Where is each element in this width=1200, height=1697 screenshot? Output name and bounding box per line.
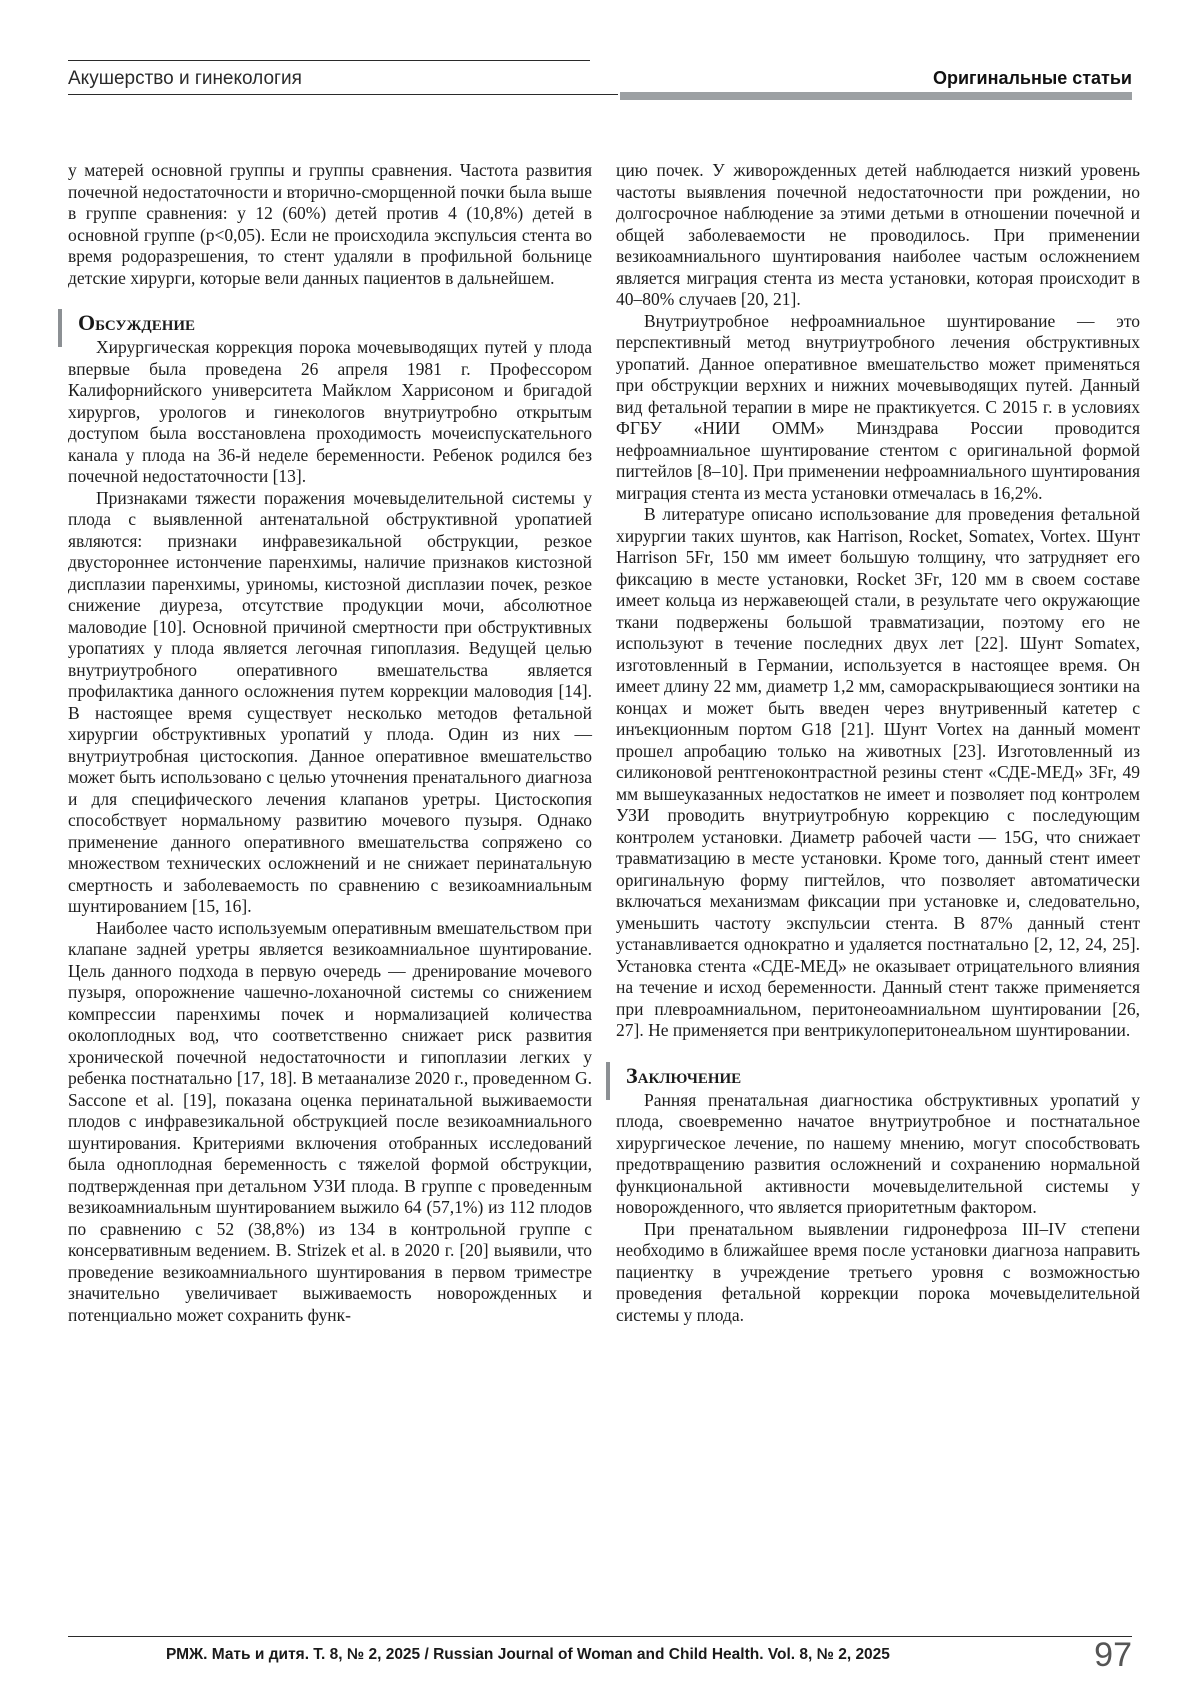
paragraph: При пренатальном выявлении гидронефроза III–IV степени необходимо в ближайшее время после установки диагноза направить пациентку в учреждение третьего уровня с возможностью проведения фетальной коррекции порока мочевыделительной системы у плода.: [616, 1218, 1140, 1325]
paragraph: Наиболее часто используемым оперативным вмешательством при клапане задней уретры является везикоамниальное шунтирование. Цель данного подхода в первую очередь — дренирование мочевого пузыря, опорожнение чашечно-лоханочной системы со снижением компрессии паренхимы почек и нормализацией количества околоплодных вод, что соответственно снижает риск развития хронической почечной недостаточности и гипоплазии легких у ребенка постнатально [17, 18]. В метаанализе 2020 г., проведенном G. Saccone et al. [19], показана оценка перинатальной выживаемости плодов с инфравезикальной обструкцией после везикоамниального шунтирования. Критериями включения отобранных исследований была одноплодная беременность с тяжелой формой обструкции, подтвержденная при детальном УЗИ плода. В группе с проведенным везикоамниальным шунтированием выжило 64 (57,1%) из 112 плодов по сравнению с 52 (38,8%) из 134 в контрольной группе с консервативным ведением. B. Strizek et al. в 2020 г. [20] выявили, что проведение везикоамниального шунтирования в первом триместре значительно увеличивает выживаемость новорожденных и потенциально может сохранить функ-: [68, 917, 592, 1325]
left-column: [68, 160, 592, 1326]
header-rule-bottom: [68, 94, 618, 95]
discussion-heading-text: Обсуждение: [78, 310, 196, 335]
paragraph: Признаками тяжести поражения мочевыделительной системы у плода с выявленной антенатальной обструктивной уропатией являются: признаки инфравезикальной обструкции, резкое двустороннее истончение паренхимы, наличие признаков кистозной дисплазии паренхимы, уриномы, кистозной дисплазии почек, резкое снижение диуреза, отсутствие продукции мочи, абсолютное маловодие [10]. Основной причиной смертности при обструктивных уропатиях у плода является легочная гипоплазия. Ведущей целью внутриутробного оперативного вмешательства является профилактика данного осложнения путем коррекции маловодия [14]. В настоящее время существует несколько методов фетальной хирургии обструктивных уропатий у плода. Один из них — внутриутробная цистоскопия. Данное оперативное вмешательство может быть использовано с целью уточнения пренатального диагноза и для специфического лечения клапанов уретры. Цистоскопия способствует нормальному развитию мочевого пузыря. Однако применение данного оперативного вмешательства сопряжено со множеством технических осложнений и не снижает перинатальную смертность и заболеваемость по сравнению с везикоамниальным шунтированием [15, 16].: [68, 487, 592, 916]
page-number: 97: [1094, 1636, 1132, 1674]
discussion-heading: [68, 311, 592, 335]
heading-accent-bar: [58, 309, 62, 347]
journal-section-title: Акушерство и гинекология: [68, 68, 302, 89]
paragraph: Внутриутробное нефроамниальное шунтирование — это перспективный метод внутриутробного лечения обструктивных уропатий. Данное оперативное вмешательство может применяться при обструкции верхних и нижних мочевыводящих путей. Данный вид фетальной терапии в мире не практикуется. С 2015 г. в условиях ФГБУ «НИИ ОММ» Минздрава России проводится нефроамниальное шунтирование стентом с оригинальной формой пигтейлов [8–10]. При применении нефроамниального шунтирования миграция стента из места установки отмечалась в 16,2%.: [616, 310, 1140, 503]
journal-citation: РМЖ. Мать и дитя. Т. 8, № 2, 2025 / Russian Journal of Woman and Child Health. Vol. 8, № 2, 2025: [166, 1646, 890, 1663]
footer-rule: [68, 1636, 1132, 1637]
paragraph: Ранняя пренатальная диагностика обструктивных уропатий у плода, своевременно начатое внутриутробное и постнатальное хирургическое лечение, по нашему мнению, могут способствовать предотвращению развития осложнений и сохранению нормальной функциональной активности мочевыделительной системы у новорожденного, что является приоритетным фактором.: [616, 1089, 1140, 1217]
paragraph-intro: у матерей основной группы и группы сравнения. Частота развития почечной недостаточности и вторично-сморщенной почки была выше в группе сравнения: у 12 (60%) детей против 4 (10,8%) детей в основной группе (p<0,05). Если не происходила экспульсия стента во время родоразрешения, то стент удаляли в профильной больнице детские хирурги, которые вели данных пациентов в дальнейшем.: [68, 160, 592, 288]
paragraph: Хирургическая коррекция порока мочевыводящих путей у плода впервые была проведена 26 апреля 1981 г. Профессором Калифорнийского университета Майклом Харрисоном и бригадой хирургов, урологов и гинекологов внутриутробно открытым доступом была восстановлена проходимость мочеиспускательного канала у плода на 36-й неделе беременности. Ребенок родился без почечной недостаточности [13].: [68, 337, 592, 486]
header-rule-top: [68, 60, 590, 61]
paragraph: В литературе описано использование для проведения фетальной хирургии таких шунтов, как Harrison, Rocket, Somatex, Vortex. Шунт Harrison 5Fr, 150 мм имеет большую толщину, что затрудняет его фиксацию в месте установки, Rocket 3Fr, 120 мм в своем составе имеет кольца из нержавеющей стали, в результате чего окружающие ткани подвержены большой травматизации, поэтому его не используют в течение последних двух лет [22]. Шунт Somatex, изготовленный в Германии, используется в настоящее время. Он имеет длину 22 мм, диаметр 1,2 мм, самораскрывающиеся зонтики на концах и может быть введен через внутривенный катетер с инъекционным портом G18 [21]. Шунт Vortex на данный момент прошел апробацию только на животных [23]. Изготовленный из силиконовой рентгеноконтрастной резины стент «СДЕ-МЕД» 3Fr, 49 мм вышеуказанных недостатков не имеет и позволяет под контролем УЗИ проводить внутриутробную коррекцию с последующим контролем установки. Диаметр рабочей части — 15G, что снижает травматизацию в месте установки. Кроме того, данный стент имеет оригинальную форму пигтейлов, что позволяет автоматически включаться механизмам фиксации при установке и, следовательно, уменьшить частоту экспульсии стента. В 87% данный стент устанавливается однократно и удаляется постнатально [2, 12, 24, 25]. Установка стента «СДЕ-МЕД» не оказывает отрицательного влияния на течение и исход беременности. Данный стент также применяется при плевроамниальном, перитонеоамниальном шунтировании [26, 27]. Не применяется при вентрикулоперитонеальном шунтировании.: [616, 504, 1140, 1040]
right-column: [616, 160, 1140, 1326]
heading-accent-bar: [606, 1062, 610, 1100]
conclusion-heading-text: Заключение: [626, 1062, 742, 1088]
article-type-label: Оригинальные статьи: [932, 68, 1132, 88]
conclusion-heading: [616, 1064, 1140, 1088]
paragraph: цию почек. У живорожденных детей наблюдается низкий уровень частоты выявления почечной недостаточности при рождении, но долгосрочное наблюдение за этими детьми в отношении почечной и общей заболеваемости не проводилось. При применении везикоамниального шунтирования наиболее частым осложнением является миграция стента из места установки, которая происходит в 40–80% случаев [20, 21].: [616, 160, 1140, 309]
header-accent-band: [620, 92, 1132, 100]
